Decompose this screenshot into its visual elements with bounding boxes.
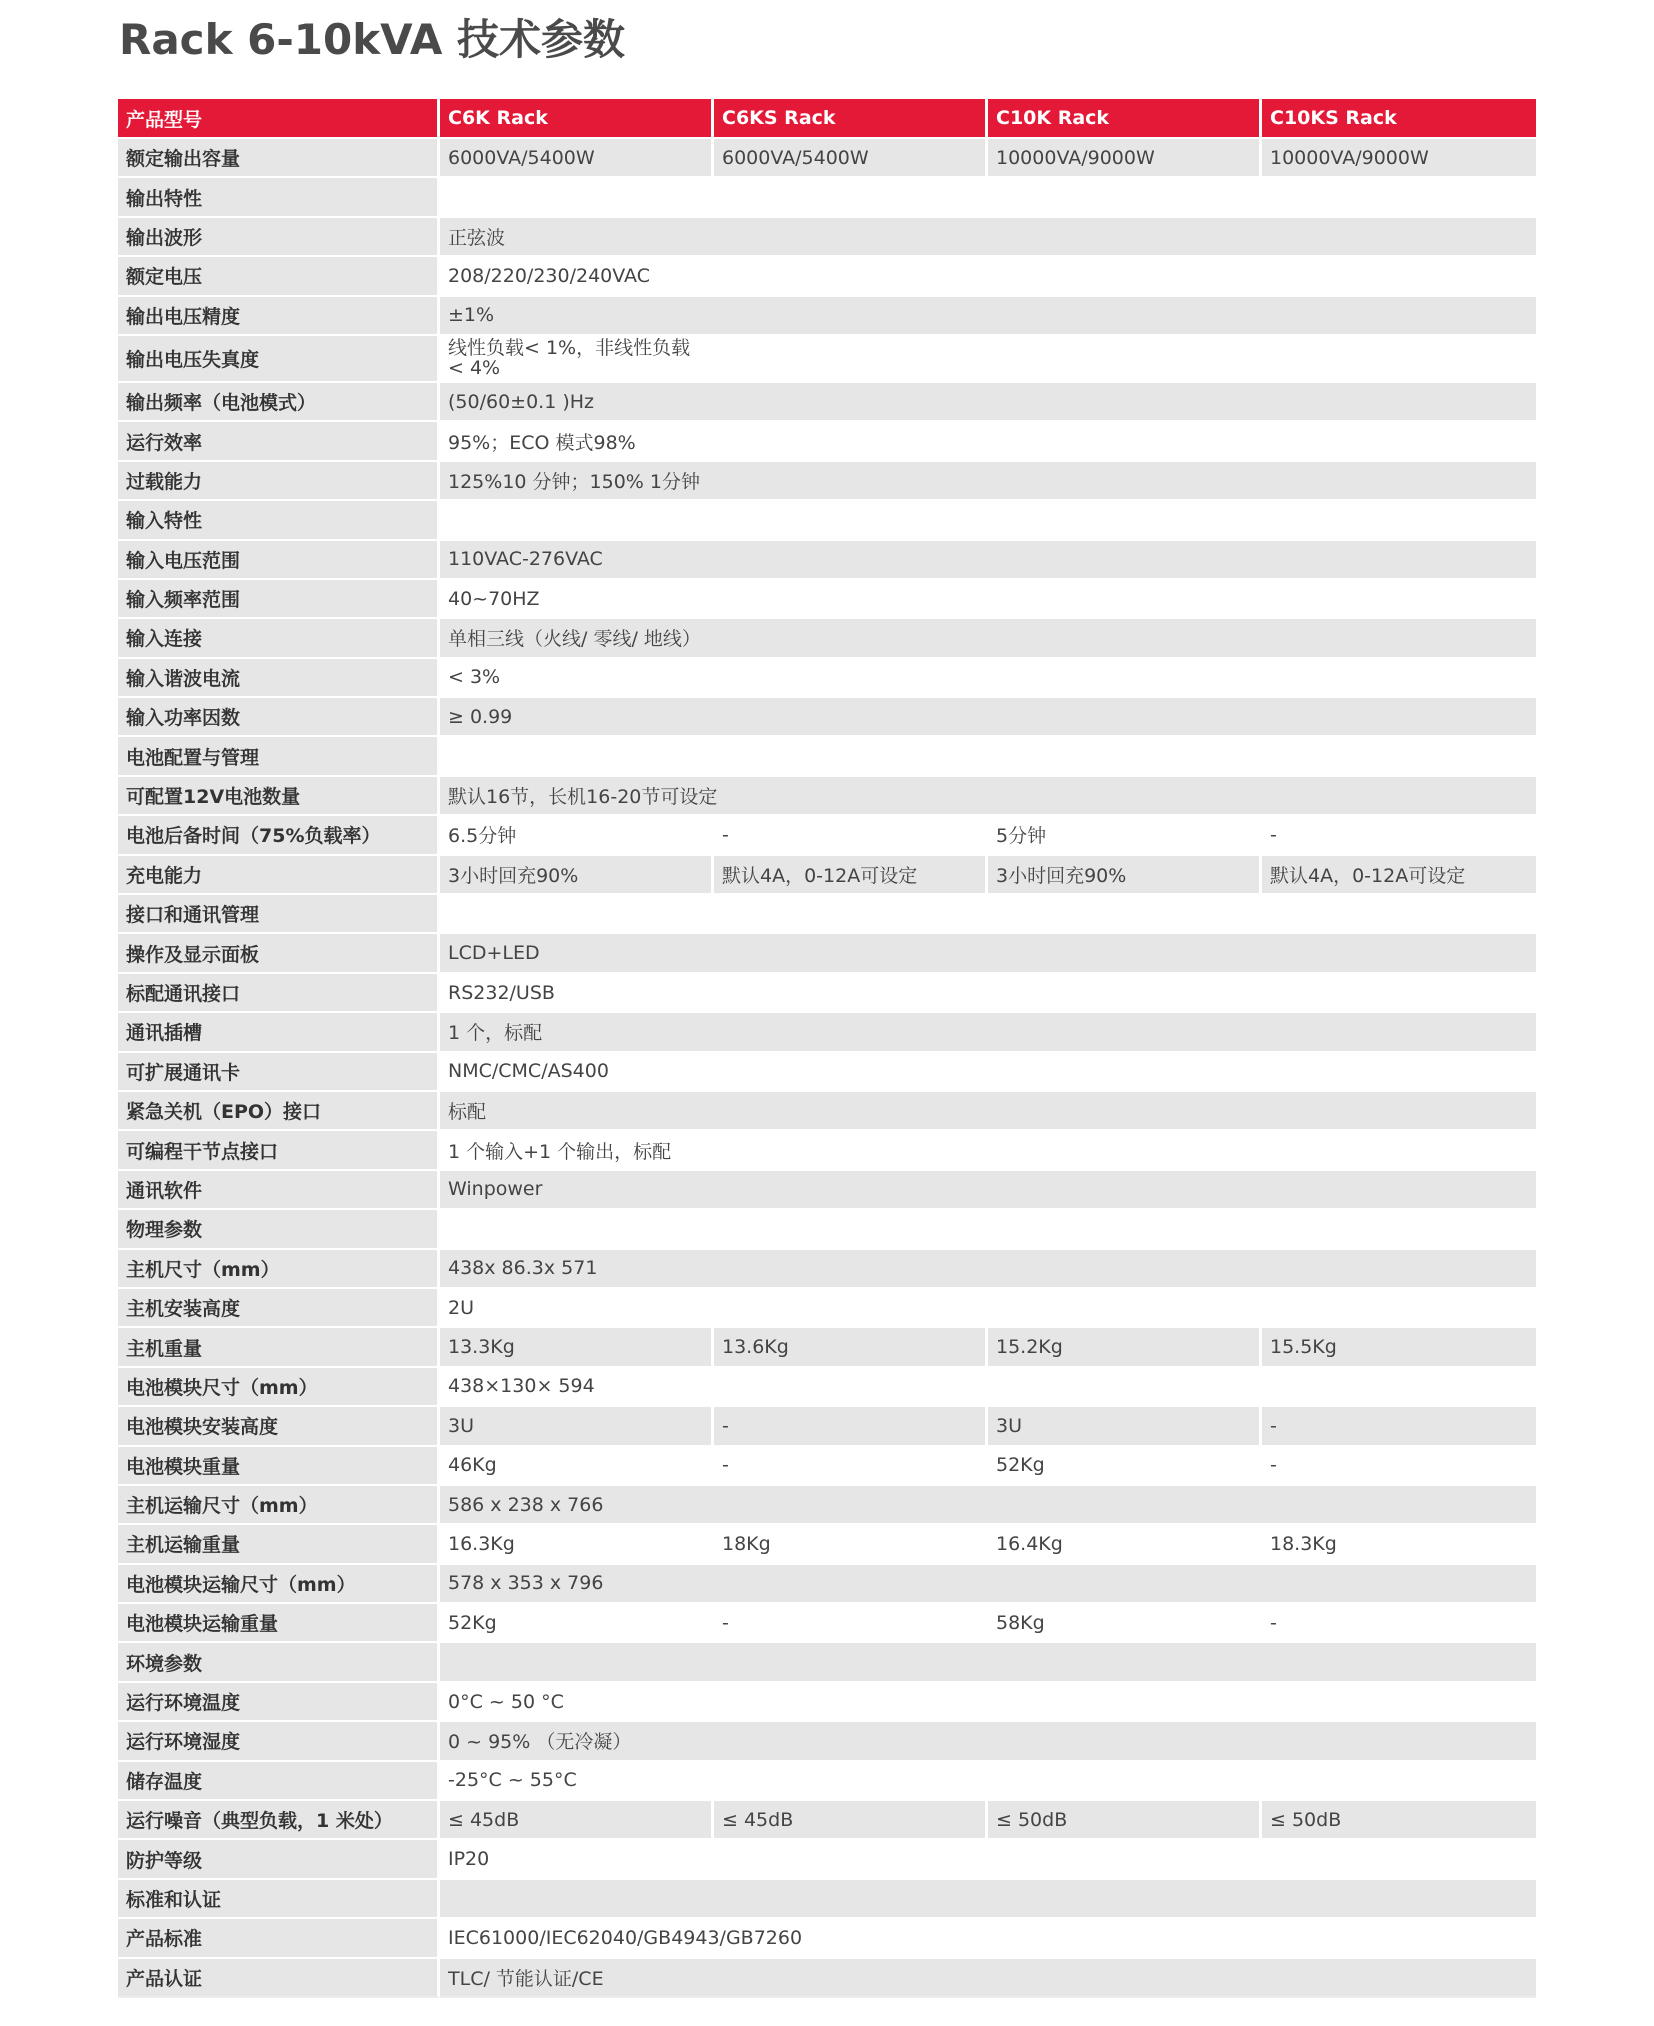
row-label: 操作及显示面板 bbox=[118, 934, 440, 973]
row-label: 充电能力 bbox=[118, 856, 440, 895]
section-row bbox=[118, 895, 1536, 934]
value-cell: 0 ~ 95% （无冷凝） bbox=[440, 1722, 1536, 1761]
row-label: 电池模块重量 bbox=[118, 1447, 440, 1486]
section-label: 输出特性 bbox=[118, 178, 440, 217]
value-cell: - bbox=[714, 1447, 988, 1486]
value-cell: 52Kg bbox=[988, 1447, 1262, 1486]
table-row bbox=[118, 541, 1536, 580]
row-label: 输入频率范围 bbox=[118, 580, 440, 619]
table-row bbox=[118, 1053, 1536, 1092]
row-label: 产品认证 bbox=[118, 1959, 440, 1998]
value-cell: Winpower bbox=[440, 1171, 1536, 1210]
table-row bbox=[118, 1407, 1536, 1446]
table-row bbox=[118, 1447, 1536, 1486]
value-cell: 标配 bbox=[440, 1092, 1536, 1131]
value-cell: ≤ 45dB bbox=[440, 1801, 714, 1840]
table-row bbox=[118, 1171, 1536, 1210]
row-label: 运行效率 bbox=[118, 422, 440, 461]
value-cell: -25°C ~ 55°C bbox=[440, 1762, 1536, 1801]
section-row bbox=[118, 1880, 1536, 1919]
table-row bbox=[118, 934, 1536, 973]
section-fill bbox=[440, 1880, 1536, 1919]
table-row bbox=[118, 1486, 1536, 1525]
value-cell: 10000VA/9000W bbox=[988, 139, 1262, 178]
section-label: 输入特性 bbox=[118, 501, 440, 540]
row-label: 电池模块安装高度 bbox=[118, 1407, 440, 1446]
row-label: 电池模块尺寸（mm） bbox=[118, 1368, 440, 1407]
table-row bbox=[118, 1131, 1536, 1170]
row-label: 紧急关机（EPO）接口 bbox=[118, 1092, 440, 1131]
value-cell: 58Kg bbox=[988, 1604, 1262, 1643]
value-cell: 18.3Kg bbox=[1262, 1525, 1536, 1564]
section-row bbox=[118, 1643, 1536, 1682]
value-cell: 10000VA/9000W bbox=[1262, 139, 1536, 178]
table-row bbox=[118, 1801, 1536, 1840]
value-cell: - bbox=[1262, 1447, 1536, 1486]
value-cell: 1 个输入+1 个输出，标配 bbox=[440, 1131, 1536, 1170]
row-label: 输入功率因数 bbox=[118, 698, 440, 737]
section-fill bbox=[440, 895, 1536, 934]
value-text: 线性负载< 1%，非线性负载< 4% bbox=[448, 337, 691, 380]
value-cell: 578 x 353 x 796 bbox=[440, 1565, 1536, 1604]
table-row bbox=[118, 1959, 1536, 1998]
value-cell: 586 x 238 x 766 bbox=[440, 1486, 1536, 1525]
value-cell: 3小时回充90% bbox=[440, 856, 714, 895]
value-cell: 125%10 分钟；150% 1分钟 bbox=[440, 462, 1536, 501]
value-cell: IP20 bbox=[440, 1840, 1536, 1879]
table-row bbox=[118, 1683, 1536, 1722]
value-cell: 110VAC-276VAC bbox=[440, 541, 1536, 580]
row-label: 主机重量 bbox=[118, 1328, 440, 1367]
table-row bbox=[118, 1762, 1536, 1801]
table-row bbox=[118, 218, 1536, 257]
table-row bbox=[118, 1368, 1536, 1407]
table-row bbox=[118, 297, 1536, 336]
table-row bbox=[118, 422, 1536, 461]
value-cell: ≤ 45dB bbox=[714, 1801, 988, 1840]
row-label: 运行噪音（典型负载，1 米处） bbox=[118, 1801, 440, 1840]
value-cell: 3小时回充90% bbox=[988, 856, 1262, 895]
value-cell: 18Kg bbox=[714, 1525, 988, 1564]
value-cell: 默认4A，0-12A可设定 bbox=[714, 856, 988, 895]
section-label: 环境参数 bbox=[118, 1643, 440, 1682]
value-cell: TLC/ 节能认证/CE bbox=[440, 1959, 1536, 1998]
section-fill bbox=[440, 501, 1536, 540]
value-cell: 208/220/230/240VAC bbox=[440, 257, 1536, 296]
row-label: 主机运输重量 bbox=[118, 1525, 440, 1564]
row-label: 产品标准 bbox=[118, 1919, 440, 1958]
value-cell: - bbox=[1262, 1604, 1536, 1643]
table-row bbox=[118, 619, 1536, 658]
value-cell: 438×130× 594 bbox=[440, 1368, 714, 1407]
table-row bbox=[118, 1840, 1536, 1879]
table-row bbox=[118, 1525, 1536, 1564]
row-label: 储存温度 bbox=[118, 1762, 440, 1801]
value-cell: 6000VA/5400W bbox=[714, 139, 988, 178]
row-label: 过载能力 bbox=[118, 462, 440, 501]
value-cell: ≤ 50dB bbox=[988, 1801, 1262, 1840]
table-row bbox=[118, 580, 1536, 619]
table-row bbox=[118, 336, 1536, 383]
value-cell: 46Kg bbox=[440, 1447, 714, 1486]
table-row bbox=[118, 659, 1536, 698]
row-label: 主机安装高度 bbox=[118, 1289, 440, 1328]
table-row bbox=[118, 462, 1536, 501]
header-cell-model: 产品型号 bbox=[118, 99, 440, 139]
header-cell-c6ks-rack: C6KS Rack bbox=[714, 99, 988, 139]
value-cell: 52Kg bbox=[440, 1604, 714, 1643]
value-cell: 0°C ~ 50 °C bbox=[440, 1683, 1536, 1722]
value-cell: 3U bbox=[988, 1407, 1262, 1446]
header-cell-c10ks-rack: C10KS Rack bbox=[1262, 99, 1536, 139]
row-label: 输出波形 bbox=[118, 218, 440, 257]
table-row bbox=[118, 856, 1536, 895]
row-label: 输出频率（电池模式） bbox=[118, 383, 440, 422]
value-cell: 16.3Kg bbox=[440, 1525, 714, 1564]
table-row bbox=[118, 1289, 1536, 1328]
table-row bbox=[118, 1604, 1536, 1643]
value-cell: 438x 86.3x 571 bbox=[440, 1250, 1536, 1289]
value-cell: 5分钟 bbox=[988, 816, 1262, 855]
row-label: 输入连接 bbox=[118, 619, 440, 658]
row-label: 输入谐波电流 bbox=[118, 659, 440, 698]
section-row bbox=[118, 1210, 1536, 1249]
table-header-row bbox=[118, 99, 1536, 139]
table-row bbox=[118, 1013, 1536, 1052]
value-cell: 95%；ECO 模式98% bbox=[440, 422, 1536, 461]
table-row bbox=[118, 383, 1536, 422]
table-row bbox=[118, 1565, 1536, 1604]
value-cell: 15.5Kg bbox=[1262, 1328, 1536, 1367]
value-cell: LCD+LED bbox=[440, 934, 1536, 973]
value-cell: NMC/CMC/AS400 bbox=[440, 1053, 1536, 1092]
value-cell: 15.2Kg bbox=[988, 1328, 1262, 1367]
section-fill bbox=[440, 178, 1536, 217]
row-label: 输出电压精度 bbox=[118, 297, 440, 336]
value-cell: 3U bbox=[440, 1407, 714, 1446]
value-cell: 40~70HZ bbox=[440, 580, 1536, 619]
value-cell: 1 个，标配 bbox=[440, 1013, 1536, 1052]
section-fill bbox=[440, 1210, 1536, 1249]
value-cell: - bbox=[714, 816, 988, 855]
value-cell: 默认16节，长机16-20节可设定 bbox=[440, 777, 1536, 816]
row-label: 防护等级 bbox=[118, 1840, 440, 1879]
table-row bbox=[118, 698, 1536, 737]
value-cell: 6000VA/5400W bbox=[440, 139, 714, 178]
value-cell: - bbox=[714, 1604, 988, 1643]
row-label: 通讯软件 bbox=[118, 1171, 440, 1210]
row-label: 运行环境温度 bbox=[118, 1683, 440, 1722]
table-row bbox=[118, 816, 1536, 855]
value-cell: (50/60±0.1 )Hz bbox=[440, 383, 1536, 422]
value-cell: 2U bbox=[440, 1289, 1536, 1328]
value-cell: - bbox=[1262, 816, 1536, 855]
value-cell bbox=[714, 1368, 988, 1407]
table-row bbox=[118, 1250, 1536, 1289]
row-label: 可配置12V电池数量 bbox=[118, 777, 440, 816]
spec-table bbox=[118, 99, 1536, 1998]
section-label: 接口和通讯管理 bbox=[118, 895, 440, 934]
table-row bbox=[118, 1328, 1536, 1367]
row-label: 可编程干节点接口 bbox=[118, 1131, 440, 1170]
row-label: 电池模块运输重量 bbox=[118, 1604, 440, 1643]
page-title: Rack 6-10kVA 技术参数 bbox=[119, 15, 625, 64]
value-cell: 13.3Kg bbox=[440, 1328, 714, 1367]
row-label: 电池模块运输尺寸（mm） bbox=[118, 1565, 440, 1604]
header-cell-c6k-rack: C6K Rack bbox=[440, 99, 714, 139]
table-body bbox=[118, 139, 1536, 1998]
value-cell: ±1% bbox=[440, 297, 1536, 336]
value-cell: - bbox=[714, 1407, 988, 1446]
table-row bbox=[118, 1722, 1536, 1761]
row-label: 输入电压范围 bbox=[118, 541, 440, 580]
section-fill bbox=[440, 737, 1536, 776]
row-label: 标配通讯接口 bbox=[118, 974, 440, 1013]
table-row bbox=[118, 777, 1536, 816]
value-cell: ≥ 0.99 bbox=[440, 698, 1536, 737]
row-label: 主机运输尺寸（mm） bbox=[118, 1486, 440, 1525]
value-cell bbox=[1262, 1368, 1536, 1407]
row-label: 电池后备时间（75%负载率） bbox=[118, 816, 440, 855]
value-cell: IEC61000/IEC62040/GB4943/GB7260 bbox=[440, 1919, 1536, 1958]
section-label: 电池配置与管理 bbox=[118, 737, 440, 776]
value-cell: 16.4Kg bbox=[988, 1525, 1262, 1564]
row-label: 额定输出容量 bbox=[118, 139, 440, 178]
table-row bbox=[118, 257, 1536, 296]
table-row bbox=[118, 139, 1536, 178]
section-row bbox=[118, 178, 1536, 217]
table-row bbox=[118, 974, 1536, 1013]
row-label: 通讯插槽 bbox=[118, 1013, 440, 1052]
value-cell: < 3% bbox=[440, 659, 1536, 698]
row-label: 输出电压失真度 bbox=[118, 336, 440, 383]
value-cell: 13.6Kg bbox=[714, 1328, 988, 1367]
value-cell: ≤ 50dB bbox=[1262, 1801, 1536, 1840]
value-cell: 单相三线（火线/ 零线/ 地线） bbox=[440, 619, 1536, 658]
value-cell bbox=[440, 336, 1536, 383]
value-cell: 6.5分钟 bbox=[440, 816, 714, 855]
section-row bbox=[118, 501, 1536, 540]
value-cell: 正弦波 bbox=[440, 218, 1536, 257]
section-row bbox=[118, 737, 1536, 776]
value-cell bbox=[988, 1368, 1262, 1407]
table-row bbox=[118, 1092, 1536, 1131]
row-label: 主机尺寸（mm） bbox=[118, 1250, 440, 1289]
section-fill bbox=[440, 1643, 1536, 1682]
value-cell: 默认4A，0-12A可设定 bbox=[1262, 856, 1536, 895]
row-label: 运行环境湿度 bbox=[118, 1722, 440, 1761]
section-label: 标准和认证 bbox=[118, 1880, 440, 1919]
header-cell-c10k-rack: C10K Rack bbox=[988, 99, 1262, 139]
section-label: 物理参数 bbox=[118, 1210, 440, 1249]
row-label: 额定电压 bbox=[118, 257, 440, 296]
value-cell: - bbox=[1262, 1407, 1536, 1446]
table-row bbox=[118, 1919, 1536, 1958]
value-cell: RS232/USB bbox=[440, 974, 1536, 1013]
row-label: 可扩展通讯卡 bbox=[118, 1053, 440, 1092]
